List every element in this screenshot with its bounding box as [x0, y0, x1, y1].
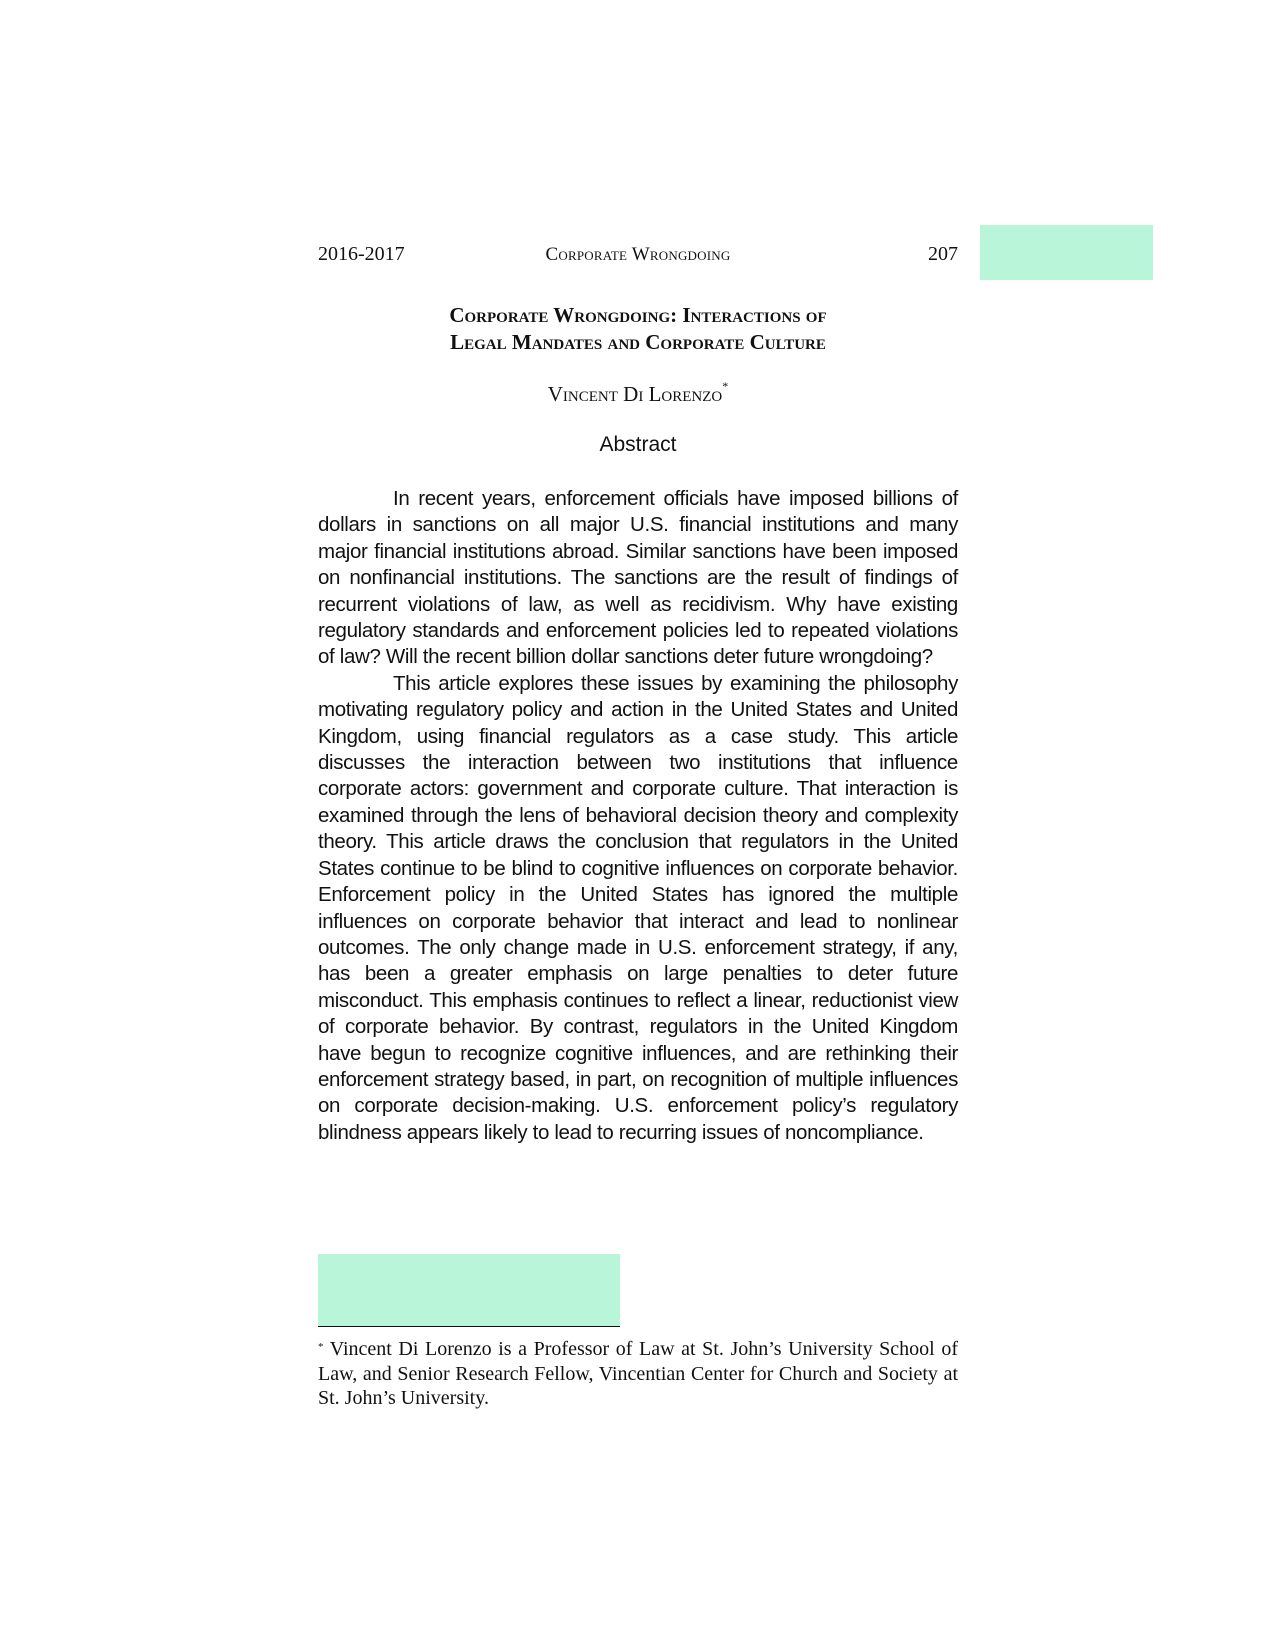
author-line — [318, 379, 958, 407]
header-year: 2016-2017 — [318, 243, 405, 265]
article-title — [318, 302, 958, 356]
highlight-box-top — [980, 225, 1153, 280]
highlight-box-bottom — [318, 1254, 620, 1326]
header-journal-title: Corporate Wrongdoing — [545, 244, 731, 265]
footnote-text: Vincent Di Lorenzo is a Professor of Law at St. John’s University School of Law, and Senior Research Fellow, Vincentian Center for Church and Society at St. John’s University. — [318, 1338, 958, 1409]
running-header — [318, 243, 958, 271]
abstract-body — [318, 486, 958, 1146]
article-title-line-1: Corporate Wrongdoing: Interactions of — [449, 303, 827, 327]
abstract-heading: Abstract — [599, 433, 677, 456]
abstract-paragraph: This article explores these issues by examining the philosophy motivating regulatory policy and action in the United States and United Kingdom, using financial regulators as a case study. This article discusses the interaction between two institutions that influence corporate actors: government and corporate culture. That interaction is examined through the lens of behavioral decision theory and complexity theory. This article draws the conclusion that regulators in the United States continue to be blind to cognitive influences on corporate behavior. Enforcement policy in the United States has ignored the multiple influences on corporate behavior that interact and lead to nonlinear outcomes. The only change made in U.S. enforcement strategy, if any, has been a greater emphasis on large penalties to deter future misconduct. This emphasis continues to reflect a linear, reductionist view of corporate behavior. By contrast, regulators in the United Kingdom have begun to recognize cognitive influences, and are rethinking their enforcement strategy based, in part, on recognition of multiple influences on corporate decision-making. U.S. enforcement policy’s regulatory blindness appears likely to lead to recurring issues of noncompliance. — [318, 671, 958, 1144]
footnote-divider — [318, 1326, 620, 1327]
author-footnote-mark[interactable]: * — [722, 379, 729, 393]
article-title-line-2: Legal Mandates and Corporate Culture — [450, 330, 826, 354]
page-number: 207 — [928, 243, 958, 265]
footnote — [318, 1337, 958, 1411]
abstract-paragraph: In recent years, enforcement officials have imposed billions of dollars in sanctions on all major U.S. financial institutions and many major financial institutions abroad. Similar sanctions have been imposed on nonfinancial institutions. The sanctions are the result of findings of recurrent violations of law, as well as recidivism. Why have existing regulatory standards and enforcement policies led to repeated violations of law? Will the recent billion dollar sanctions deter future wrongdoing? — [318, 487, 958, 669]
footnote-mark: * — [318, 1341, 324, 1353]
author-name: Vincent Di Lorenzo — [547, 382, 723, 406]
